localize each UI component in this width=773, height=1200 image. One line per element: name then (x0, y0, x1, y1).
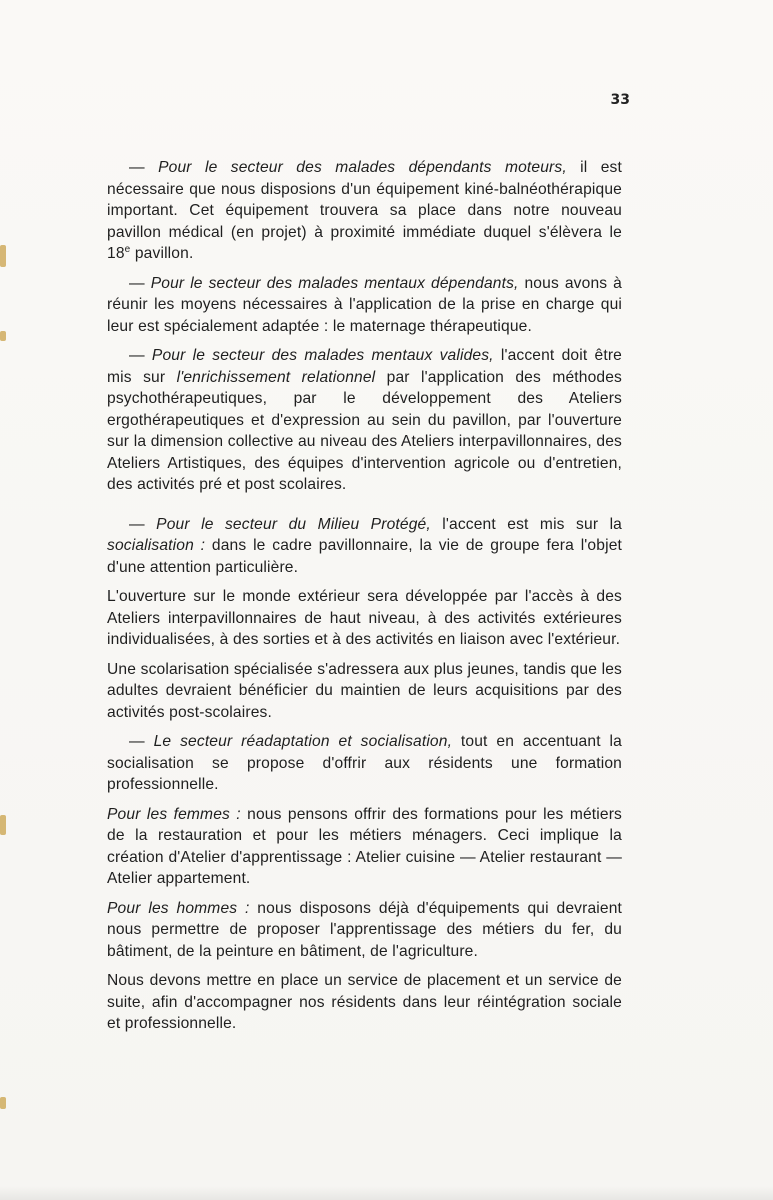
paragraph-mentaux-valides: — Pour le secteur des malades mentaux valides, l'accent doit être mis sur l'enrichissement relationnel par l'application des méthodes psychothérapeutiques, par le développement des Ateliers ergothérapeutiques et d'expression au sein du pavillon, par l'ouverture sur la dimension collective au niveau des Ateliers interpavillonnaires, des Ateliers Artistiques, des équipes d'intervention agricole ou d'entretien, des activités pré et post scolaires. (107, 347, 623, 493)
page-number: 33 (610, 92, 630, 108)
paragraph-readaptation: — Le secteur réadaptation et socialisation, tout en accentuant la socialisation se propose d'offrir aux résidents une formation professionnelle. (107, 733, 622, 793)
paragraph-scolarisation: Une scolarisation spécialisée s'adressera aux plus jeunes, tandis que les adultes devraient bénéficier du maintien de leurs acquisitions par des activités post-scolaires. (107, 660, 622, 721)
paragraph-placement: Nous devons mettre en place un service de placement et un service de suite, afin d'accompagner nos résidents dans leur réintégration sociale et professionnelle. (107, 972, 622, 1032)
paragraph-hommes: Pour les hommes : nous disposons déjà d'équipements qui devraient nous permettre de proposer l'apprentissage des métiers du fer, du bâtiment, de la peinture en bâtiment, de l'agriculture. (107, 899, 623, 960)
binding-mark (0, 1097, 6, 1109)
paragraph-ouverture: L'ouverture sur le monde extérieur sera développée par l'accès à des Ateliers interpavillonnaires de haut niveau, à des activités extérieures individualisées, à des sorties et à des activités en liaison avec l'extérieur. (107, 588, 622, 648)
body-text (107, 157, 622, 1043)
paragraph-mentaux-dependants: — Pour le secteur des malades mentaux dépendants, nous avons à réunir les moyens nécessaires à l'application de la prise en charge qui leur est spécialement adaptée : le maternage thérapeutique. (107, 274, 622, 335)
binding-mark (0, 245, 6, 267)
paragraph-milieu-protege: — Pour le secteur du Milieu Protégé, l'accent est mis sur la socialisation : dans le cadre pavillonnaire, la vie de groupe fera l'objet d'une attention particulière. (107, 515, 623, 576)
paragraph-femmes: Pour les femmes : nous pensons offrir des formations pour les métiers de la restauration et pour les métiers ménagers. Ceci implique la création d'Atelier d'apprentissage : Atelier cuisine — Atelier restaurant — Atelier appartement. (107, 805, 622, 887)
page-edge-shadow (0, 1186, 773, 1200)
paragraph-gap (107, 504, 622, 514)
binding-mark (0, 331, 6, 341)
paragraph-moteurs: — Pour le secteur des malades dépendants moteurs, il est nécessaire que nous disposions d'un équipement kiné-balnéothérapique important. Cet équipement trouvera sa place dans notre nouveau pavillon médical (en projet) à proximité immédiate duquel s'élèvera le 18e pavillon. (107, 159, 622, 262)
binding-mark (0, 815, 6, 835)
